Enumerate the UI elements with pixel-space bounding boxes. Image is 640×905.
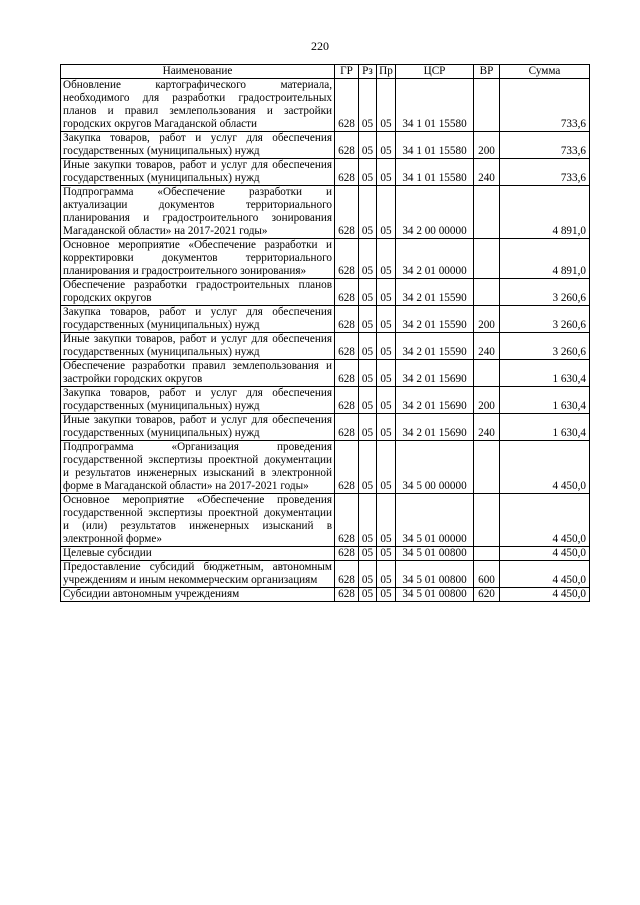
cell-name: Целевые субсидии (61, 547, 335, 561)
cell-sum: 1 630,4 (500, 360, 590, 387)
cell-sum: 4 450,0 (500, 588, 590, 602)
table-row (61, 79, 590, 132)
cell-gr: 628 (335, 360, 359, 387)
cell-gr: 628 (335, 159, 359, 186)
cell-gr: 628 (335, 387, 359, 414)
cell-name: Обновление картографического материала, необходимого для разработки градостроительных планов и правил землепользования и застройки городских округов Магаданской области (61, 79, 335, 132)
cell-vr: 200 (474, 387, 500, 414)
header-vr: ВР (474, 65, 500, 79)
cell-pr: 05 (377, 547, 396, 561)
cell-vr: 240 (474, 333, 500, 360)
cell-csr: 34 5 01 00800 (396, 561, 474, 588)
cell-name: Основное мероприятие «Обеспечение проведения государственной экспертизы проектной документации и (или) результатов инженерных изысканий в электронной форме» (61, 494, 335, 547)
cell-csr: 34 2 01 15590 (396, 333, 474, 360)
cell-gr: 628 (335, 547, 359, 561)
cell-vr (474, 547, 500, 561)
table-row (61, 186, 590, 239)
cell-sum: 3 260,6 (500, 279, 590, 306)
cell-csr: 34 5 01 00800 (396, 588, 474, 602)
cell-sum: 733,6 (500, 159, 590, 186)
header-row (61, 65, 590, 79)
cell-csr: 34 5 01 00000 (396, 494, 474, 547)
cell-gr: 628 (335, 279, 359, 306)
cell-name: Обеспечение разработки градостроительных планов городских округов (61, 279, 335, 306)
cell-rz: 05 (359, 186, 377, 239)
cell-pr: 05 (377, 387, 396, 414)
cell-pr: 05 (377, 441, 396, 494)
table-row (61, 387, 590, 414)
cell-vr: 600 (474, 561, 500, 588)
cell-name: Обеспечение разработки правил землепользования и застройки городских округов (61, 360, 335, 387)
table-row (61, 159, 590, 186)
cell-csr: 34 2 01 15690 (396, 360, 474, 387)
cell-rz: 05 (359, 79, 377, 132)
cell-rz: 05 (359, 441, 377, 494)
cell-gr: 628 (335, 494, 359, 547)
cell-sum: 1 630,4 (500, 414, 590, 441)
header-pr: Пр (377, 65, 396, 79)
cell-pr: 05 (377, 333, 396, 360)
cell-csr: 34 2 00 00000 (396, 186, 474, 239)
cell-name: Субсидии автономным учреждениям (61, 588, 335, 602)
cell-gr: 628 (335, 414, 359, 441)
table-row (61, 279, 590, 306)
cell-vr: 240 (474, 414, 500, 441)
cell-vr (474, 360, 500, 387)
cell-vr: 620 (474, 588, 500, 602)
cell-pr: 05 (377, 159, 396, 186)
cell-rz: 05 (359, 414, 377, 441)
cell-gr: 628 (335, 132, 359, 159)
cell-gr: 628 (335, 561, 359, 588)
cell-name: Подпрограмма «Обеспечение разработки и актуализации документов территориального планирования и градостроительного зонирования Магаданской области» на 2017-2021 годы» (61, 186, 335, 239)
cell-pr: 05 (377, 79, 396, 132)
cell-rz: 05 (359, 159, 377, 186)
cell-rz: 05 (359, 132, 377, 159)
cell-sum: 4 891,0 (500, 239, 590, 279)
header-rz: Рз (359, 65, 377, 79)
cell-csr: 34 2 01 15690 (396, 414, 474, 441)
table-row (61, 239, 590, 279)
cell-gr: 628 (335, 239, 359, 279)
header-csr: ЦСР (396, 65, 474, 79)
cell-sum: 733,6 (500, 132, 590, 159)
cell-rz: 05 (359, 494, 377, 547)
cell-rz: 05 (359, 387, 377, 414)
table-row (61, 441, 590, 494)
cell-rz: 05 (359, 239, 377, 279)
cell-pr: 05 (377, 414, 396, 441)
table-row (61, 306, 590, 333)
cell-pr: 05 (377, 588, 396, 602)
cell-csr: 34 1 01 15580 (396, 159, 474, 186)
cell-rz: 05 (359, 588, 377, 602)
table-row (61, 494, 590, 547)
cell-csr: 34 5 01 00800 (396, 547, 474, 561)
cell-vr (474, 279, 500, 306)
header-gr: ГР (335, 65, 359, 79)
cell-pr: 05 (377, 186, 396, 239)
cell-vr: 240 (474, 159, 500, 186)
cell-sum: 4 450,0 (500, 494, 590, 547)
cell-gr: 628 (335, 333, 359, 360)
cell-csr: 34 5 00 00000 (396, 441, 474, 494)
table-row (61, 360, 590, 387)
page-number: 220 (311, 39, 329, 53)
cell-gr: 628 (335, 79, 359, 132)
cell-csr: 34 1 01 15580 (396, 132, 474, 159)
cell-rz: 05 (359, 333, 377, 360)
table-row (61, 414, 590, 441)
cell-csr: 34 2 01 00000 (396, 239, 474, 279)
cell-gr: 628 (335, 441, 359, 494)
cell-sum: 4 891,0 (500, 186, 590, 239)
cell-vr: 200 (474, 132, 500, 159)
cell-gr: 628 (335, 186, 359, 239)
cell-gr: 628 (335, 306, 359, 333)
cell-name: Предоставление субсидий бюджетным, автономным учреждениям и иным некоммерческим организациям (61, 561, 335, 588)
cell-csr: 34 2 01 15590 (396, 306, 474, 333)
cell-pr: 05 (377, 561, 396, 588)
budget-table (60, 64, 590, 602)
header-name: Наименование (61, 65, 335, 79)
cell-pr: 05 (377, 239, 396, 279)
cell-vr (474, 494, 500, 547)
cell-sum: 3 260,6 (500, 333, 590, 360)
cell-csr: 34 2 01 15590 (396, 279, 474, 306)
cell-vr (474, 239, 500, 279)
cell-sum: 1 630,4 (500, 387, 590, 414)
cell-gr: 628 (335, 588, 359, 602)
cell-rz: 05 (359, 306, 377, 333)
table-row (61, 333, 590, 360)
cell-vr (474, 441, 500, 494)
table-row (61, 588, 590, 602)
cell-name: Закупка товаров, работ и услуг для обеспечения государственных (муниципальных) нужд (61, 132, 335, 159)
cell-pr: 05 (377, 494, 396, 547)
table-row (61, 561, 590, 588)
header-sum: Сумма (500, 65, 590, 79)
cell-rz: 05 (359, 360, 377, 387)
cell-name: Закупка товаров, работ и услуг для обеспечения государственных (муниципальных) нужд (61, 387, 335, 414)
cell-sum: 4 450,0 (500, 561, 590, 588)
cell-name: Иные закупки товаров, работ и услуг для обеспечения государственных (муниципальных) нужд (61, 159, 335, 186)
table-row (61, 132, 590, 159)
cell-pr: 05 (377, 360, 396, 387)
cell-name: Закупка товаров, работ и услуг для обеспечения государственных (муниципальных) нужд (61, 306, 335, 333)
cell-sum: 4 450,0 (500, 441, 590, 494)
cell-name: Иные закупки товаров, работ и услуг для обеспечения государственных (муниципальных) нужд (61, 414, 335, 441)
cell-name: Иные закупки товаров, работ и услуг для обеспечения государственных (муниципальных) нужд (61, 333, 335, 360)
cell-sum: 733,6 (500, 79, 590, 132)
cell-vr: 200 (474, 306, 500, 333)
cell-rz: 05 (359, 561, 377, 588)
cell-csr: 34 2 01 15690 (396, 387, 474, 414)
cell-rz: 05 (359, 279, 377, 306)
cell-name: Подпрограмма «Организация проведения государственной экспертизы проектной документации и результатов инженерных изысканий в электронной форме в Магаданской области» на 2017-2021 годы» (61, 441, 335, 494)
cell-pr: 05 (377, 279, 396, 306)
cell-rz: 05 (359, 547, 377, 561)
cell-sum: 3 260,6 (500, 306, 590, 333)
cell-csr: 34 1 01 15580 (396, 79, 474, 132)
cell-pr: 05 (377, 132, 396, 159)
cell-vr (474, 79, 500, 132)
cell-vr (474, 186, 500, 239)
cell-pr: 05 (377, 306, 396, 333)
cell-sum: 4 450,0 (500, 547, 590, 561)
table-row (61, 547, 590, 561)
cell-name: Основное мероприятие «Обеспечение разработки и корректировки документов территориального планирования и градостроительного зонирования» (61, 239, 335, 279)
